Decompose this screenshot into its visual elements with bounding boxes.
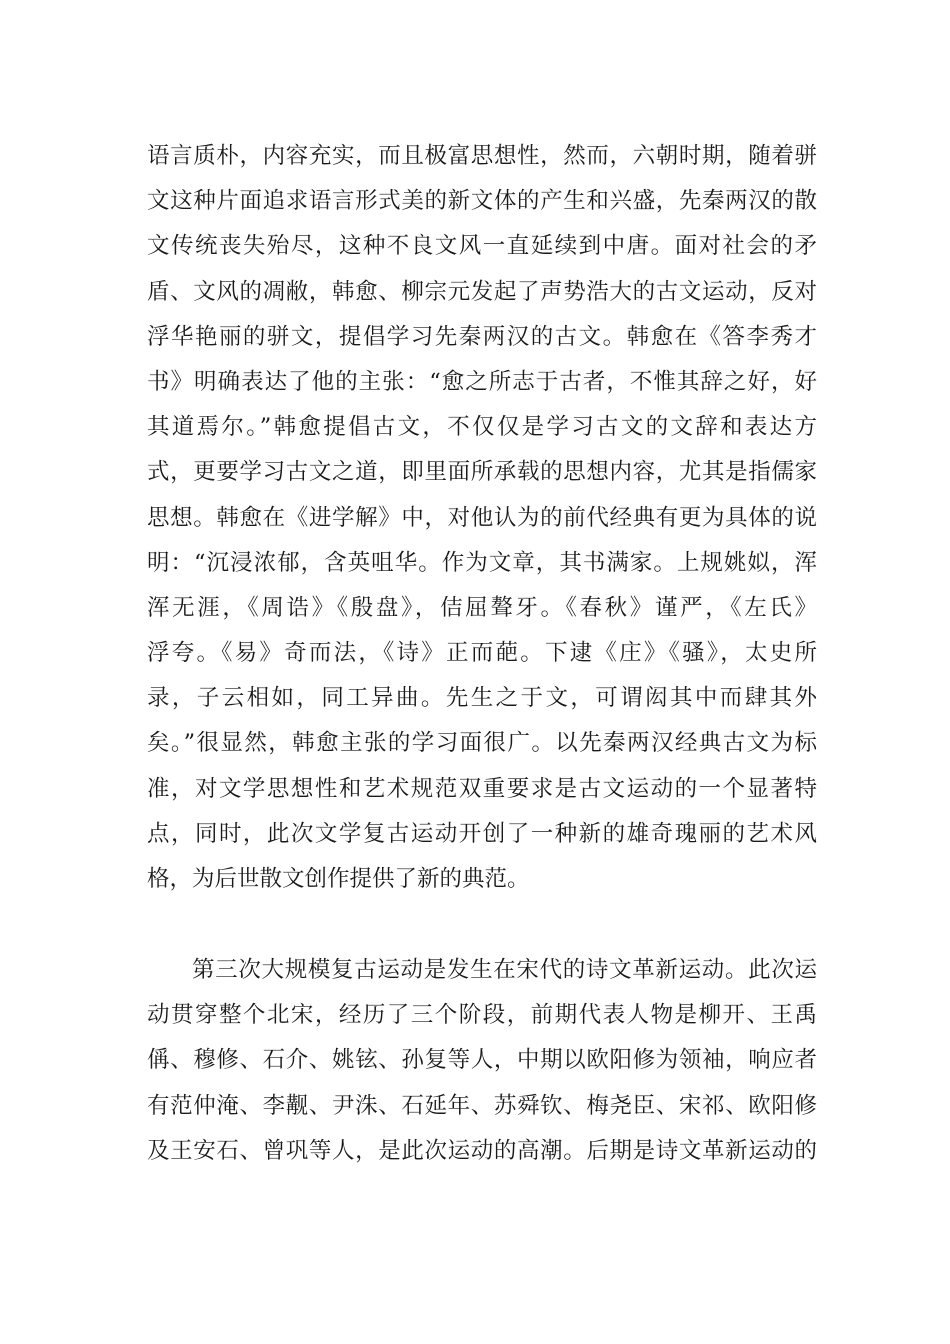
text-line: 浮夸。《易》奇而法，《诗》正而葩。下逮《庄》《骚》，太史所 xyxy=(147,640,817,667)
text-line: 思想。韩愈在《进学解》中，对他认为的前代经典有更为具体的说 xyxy=(147,504,817,531)
text-line: 文传统丧失殆尽，这种不良文风一直延续到中唐。面对社会的矛 xyxy=(147,233,817,260)
text-line: 语言质朴，内容充实，而且极富思想性，然而，六朝时期，随着骈 xyxy=(147,143,817,169)
paragraph-1 xyxy=(147,134,817,902)
text-line: 格，为后世散文创作提供了新的典范。 xyxy=(147,866,530,892)
text-line: 准，对文学思想性和艺术规范双重要求是古文运动的一个显著特 xyxy=(147,775,817,802)
text-line: 其道焉尔。”韩愈提倡古文，不仅仅是学习古文的文辞和表达方 xyxy=(147,414,817,441)
text-line: 有范仲淹、李觏、尹洙、石延年、苏舜钦、梅尧臣、宋祁、欧阳修 xyxy=(147,1092,817,1119)
text-line: 第三次大规模复古运动是发生在宋代的诗文革新运动。此次运 xyxy=(192,957,817,983)
text-line: 浮华艳丽的骈文，提倡学习先秦两汉的古文。韩愈在《答李秀才 xyxy=(147,323,817,350)
text-line: 偁、穆修、石介、姚铉、孙复等人，中期以欧阳修为领袖，响应者 xyxy=(147,1047,817,1074)
text-line: 文这种片面追求语言形式美的新文体的产生和兴盛，先秦两汉的散 xyxy=(147,188,817,215)
paragraph-2 xyxy=(147,948,817,1174)
text-line: 明：“沉浸浓郁，含英咀华。作为文章，其书满家。上规姚姒，浑 xyxy=(147,549,817,576)
text-line: 浑无涯，《周诰》《殷盘》，佶屈聱牙。《春秋》谨严，《左氏》 xyxy=(147,594,817,621)
text-line: 动贯穿整个北宋，经历了三个阶段，前期代表人物是柳开、王禹 xyxy=(147,1002,817,1029)
text-line: 书》明确表达了他的主张：“愈之所志于古者，不惟其辞之好，好 xyxy=(147,368,817,395)
text-line: 矣。”很显然，韩愈主张的学习面很广。以先秦两汉经典古文为标 xyxy=(147,730,817,757)
text-line: 录，子云相如，同工异曲。先生之于文，可谓闳其中而肆其外 xyxy=(147,685,817,712)
text-line: 及王安石、曾巩等人，是此次运动的高潮。后期是诗文革新运动的 xyxy=(147,1137,817,1164)
text-line: 点，同时，此次文学复古运动开创了一种新的雄奇瑰丽的艺术风 xyxy=(147,820,817,847)
text-line: 式，更要学习古文之道，即里面所承载的思想内容，尤其是指儒家 xyxy=(147,459,817,486)
text-line: 盾、文风的凋敝，韩愈、柳宗元发起了声势浩大的古文运动，反对 xyxy=(147,278,817,305)
